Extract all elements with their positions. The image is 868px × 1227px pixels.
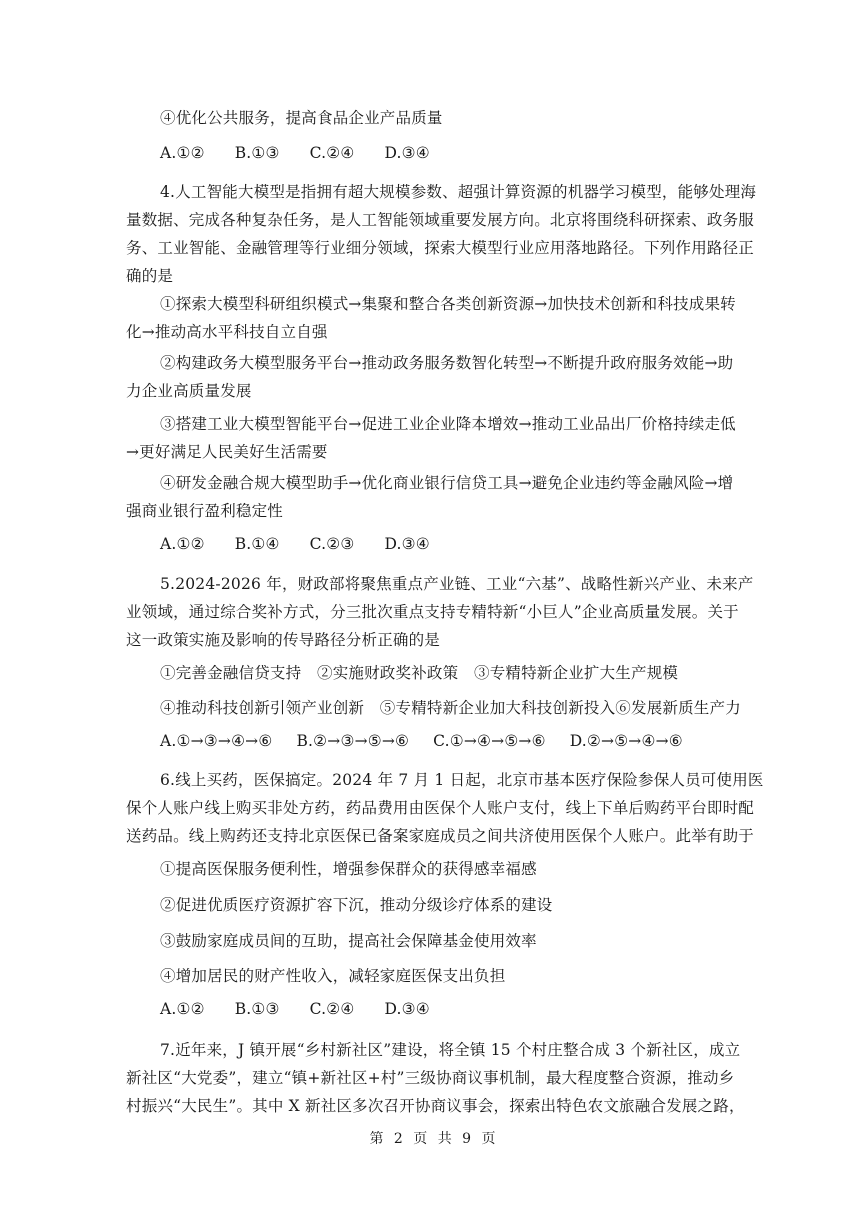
question-stem-line: 6.线上买药，医保搞定。2024 年 7 月 1 日起，北京市基本医疗保险参保人员可使用医 — [160, 771, 764, 789]
question-stem-line: 业领域，通过综合奖补方式，分三批次重点支持专精特新“小巨人”企业高质量发展。关于 — [126, 603, 739, 621]
page-number-footer: 第 2 页 共 9 页 — [369, 1131, 499, 1147]
question-stem-line: 新社区“大党委”，建立“镇+新社区+村”三级协商议事机制，最大程度整合资源，推动乡 — [126, 1069, 735, 1087]
question-stem-line: 送药品。线上购药还支持北京医保已备案家庭成员之间共济使用医保个人账户。此举有助于 — [126, 827, 755, 845]
option-items-row: ④推动科技创新引领产业创新 ⑤专精特新企业加大科技创新投入⑥发展新质生产力 — [160, 699, 741, 717]
option-item-3-cont: →更好满足人民美好生活需要 — [126, 443, 328, 461]
option-item-1: ①探索大模型科研组织模式→集聚和整合各类创新资源→加快技术创新和科技成果转 — [160, 295, 736, 313]
option-item-1: ①提高医保服务便利性，增强参保群众的获得感幸福感 — [160, 860, 537, 878]
choice-b: B.①③ — [234, 144, 280, 162]
option-item-3: ③搭建工业大模型智能平台→促进工业企业降本增效→推动工业品出厂价格持续走低 — [160, 415, 736, 433]
choice-d: D.②→⑤→④→⑥ — [569, 732, 683, 750]
question-stem-line: 这一政策实施及影响的传导路径分析正确的是 — [126, 631, 441, 649]
choice-d: D.③④ — [384, 535, 430, 553]
choice-c: C.②③ — [309, 535, 355, 553]
option-item-4: ④增加居民的财产性收入，减轻家庭医保支出负担 — [160, 967, 506, 985]
choice-b: B.②→③→⑤→⑥ — [296, 732, 410, 750]
option-item-4: ④优化公共服务，提高食品企业产品质量 — [160, 109, 443, 127]
choice-a: A.①② — [160, 144, 205, 162]
option-item-2-cont: 力企业高质量发展 — [126, 382, 252, 400]
choice-a: A.①② — [160, 535, 205, 553]
answer-choices — [126, 144, 460, 162]
option-item-1-cont: 化→推动高水平科技自立自强 — [126, 323, 328, 341]
choice-d: D.③④ — [384, 144, 430, 162]
question-stem-line: 务、工业智能、金融管理等行业细分领域，探索大模型行业应用落地路径。下列作用路径正 — [126, 239, 755, 257]
choice-c: C.②④ — [309, 144, 355, 162]
option-item-2: ②促进优质医疗资源扩容下沉，推动分级诊疗体系的建设 — [160, 896, 553, 914]
choice-a: A.①② — [160, 1000, 205, 1018]
option-item-4: ④研发金融合规大模型助手→优化商业银行信贷工具→避免企业违约等金融风险→增 — [160, 474, 734, 492]
choice-d: D.③④ — [384, 1000, 430, 1018]
question-stem-line: 确的是 — [126, 267, 174, 285]
answer-choices — [126, 732, 707, 750]
question-stem-line: 保个人账户线上购买非处方药，药品费用由医保个人账户支付，线上下单后购药平台即时配 — [126, 799, 755, 817]
option-item-4-cont: 强商业银行盈利稳定性 — [126, 502, 284, 520]
choice-b: B.①④ — [234, 535, 280, 553]
question-stem-line: 4.人工智能大模型是指拥有超大规模参数、超强计算资源的机器学习模型，能够处理海 — [160, 183, 757, 201]
option-item-3: ③鼓励家庭成员间的互助，提高社会保障基金使用效率 — [160, 932, 537, 950]
answer-choices — [126, 1000, 460, 1018]
question-stem-line: 村振兴“大民生”。其中 X 新社区多次召开协商议事会，探索出特色农文旅融合发展之路， — [126, 1097, 745, 1115]
choice-a: A.①→③→④→⑥ — [160, 732, 273, 750]
question-stem-line: 7.近年来，J 镇开展“乡村新社区”建设，将全镇 15 个村庄整合成 3 个新社区，成立 — [160, 1041, 741, 1059]
option-item-2: ②构建政务大模型服务平台→推动政务服务数智化转型→不断提升政府服务效能→助 — [160, 354, 734, 372]
option-items-row: ①完善金融信贷支持 ②实施财政奖补政策 ③专精特新企业扩大生产规模 — [160, 664, 679, 682]
choice-b: B.①③ — [234, 1000, 280, 1018]
question-stem-line: 量数据、完成各种复杂任务，是人工智能领域重要发展方向。北京将围绕科研探索、政务服 — [126, 211, 755, 229]
answer-choices — [126, 535, 460, 553]
question-stem-line: 5.2024-2026 年，财政部将聚焦重点产业链、工业“六基”、战略性新兴产业、未来产 — [160, 575, 754, 593]
choice-c: C.①→④→⑤→⑥ — [433, 732, 546, 750]
choice-c: C.②④ — [309, 1000, 355, 1018]
